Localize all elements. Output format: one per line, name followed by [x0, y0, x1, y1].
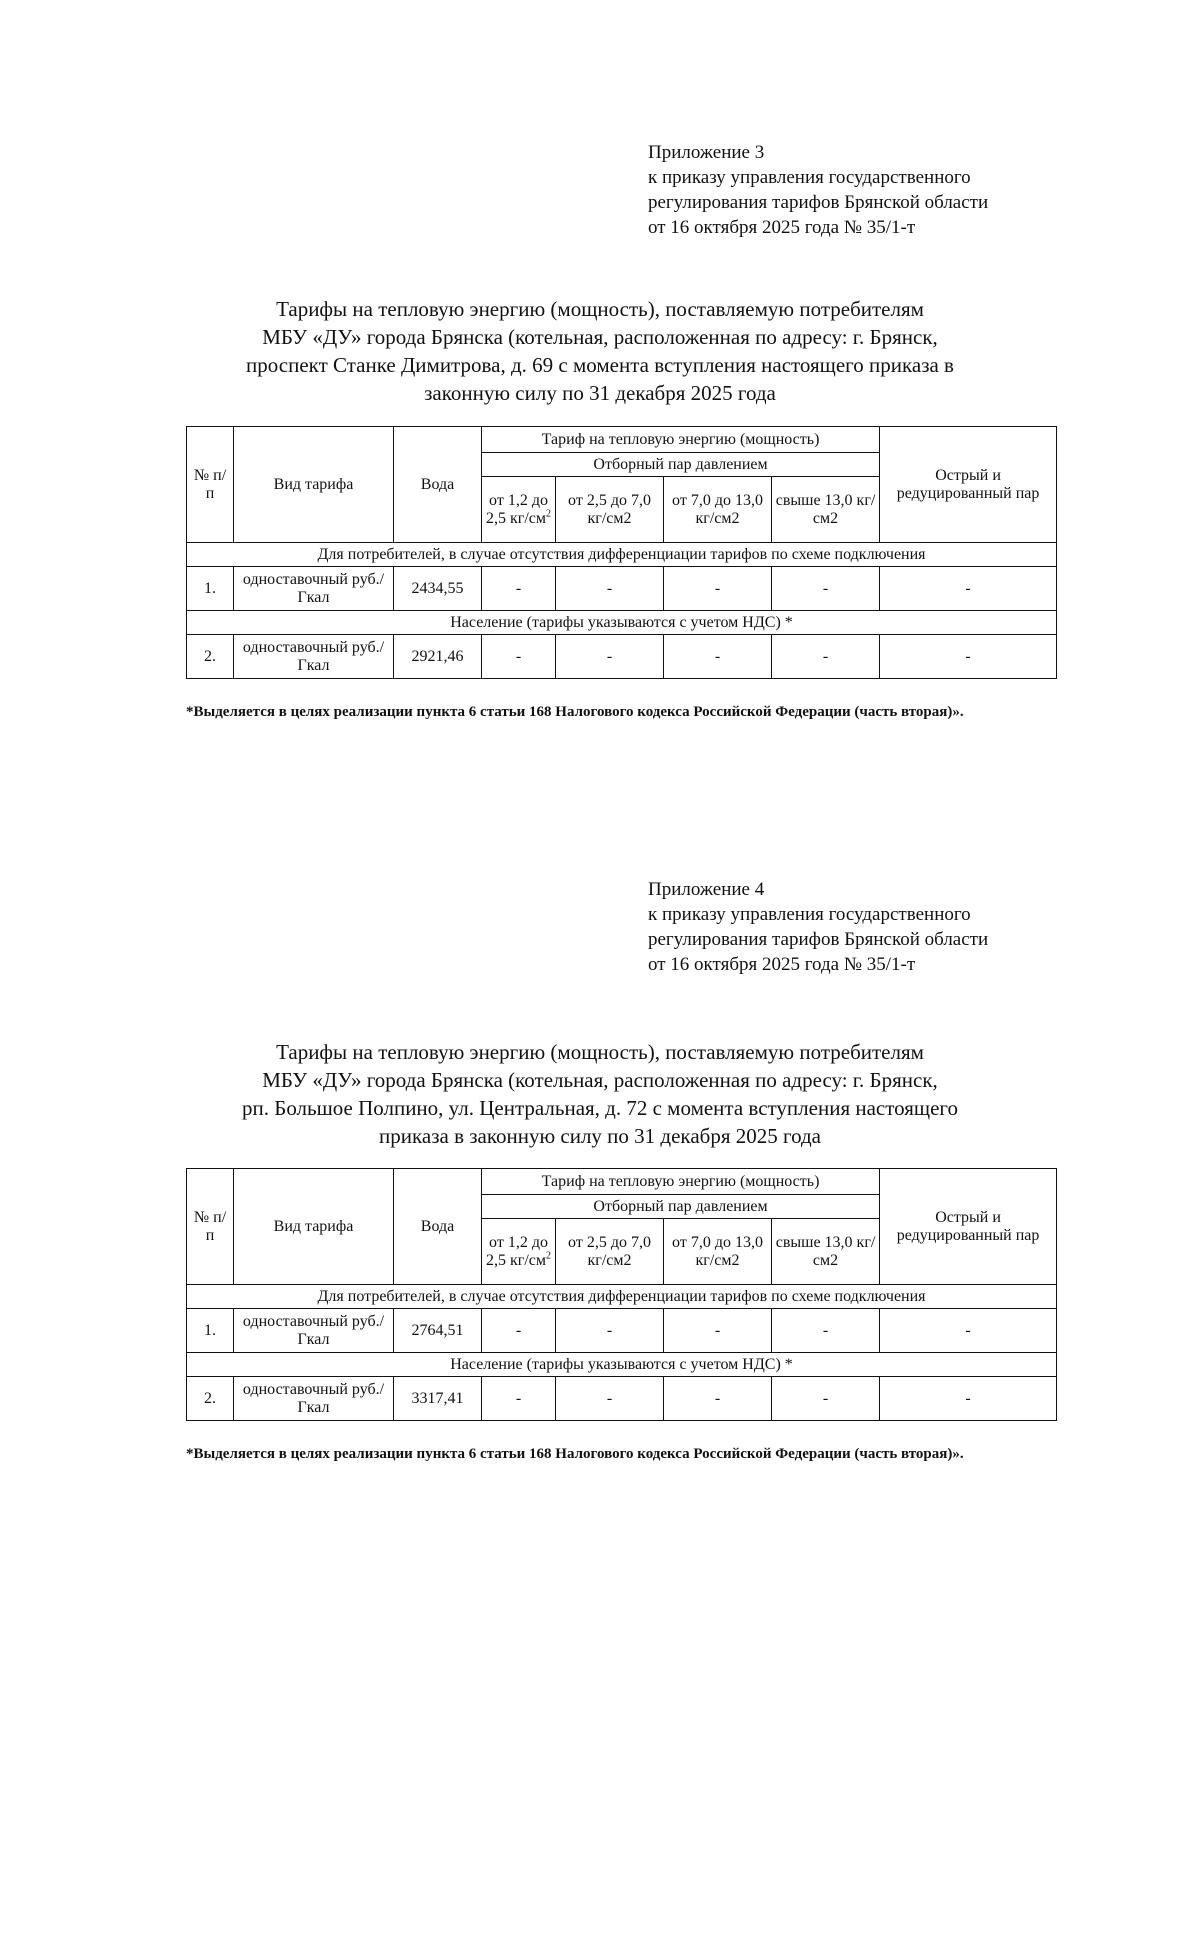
row-num: 1. [187, 1309, 234, 1353]
header-pressure-4: свыше 13,0 кг/см2 [772, 1219, 880, 1285]
row-p4: - [772, 567, 880, 611]
header-heat-energy: Тариф на тепловую энергию (мощность) [482, 427, 880, 453]
title-line: МБУ «ДУ» города Брянска (котельная, расположенная по адресу: г. Брянск, [262, 325, 938, 349]
appendix-line: к приказу управления государственного [648, 904, 971, 925]
footnote-appendix-3: *Выделяется в целях реализации пункта 6 статьи 168 Налогового кодекса Российской Федерации (часть вторая)». [186, 704, 964, 720]
header-num: № п/ п [187, 1169, 234, 1285]
row-p3: - [664, 1309, 772, 1353]
row-water-value: 2764,51 [394, 1309, 482, 1353]
header-pressure-1: от 1,2 до 2,5 $кг/см^2$ [482, 1219, 556, 1285]
row-p1: - [482, 1309, 556, 1353]
title-line: проспект Станке Димитрова, д. 69 с момента вступления настоящего приказа в [246, 353, 954, 377]
row-p3: - [664, 635, 772, 679]
row-p2: - [556, 1309, 664, 1353]
header-tariff-type: Вид тарифа [234, 427, 394, 543]
row-sharp: - [880, 1309, 1057, 1353]
row-p3: - [664, 1377, 772, 1421]
header-extraction-steam: Отборный пар давлением [482, 453, 880, 477]
appendix-line: регулирования тарифов Брянской области [648, 929, 989, 950]
table-row [187, 567, 1057, 611]
row-type: одноставочный руб./Гкал [234, 567, 394, 611]
header-pressure-1: от 1,2 до 2,5 $кг/см^2$ [482, 477, 556, 543]
row-type: одноставочный руб./Гкал [234, 1377, 394, 1421]
header-sharp-steam: Острый и редуцированный пар [880, 427, 1057, 543]
tariff-table-appendix-4 [186, 1168, 1057, 1421]
header-num: № п/ п [187, 427, 234, 543]
header-pressure-4: свыше 13,0 кг/см2 [772, 477, 880, 543]
section-row-consumers: Для потребителей, в случае отсутствия дифференциации тарифов по схеме подключения [187, 543, 1057, 567]
row-p3: - [664, 567, 772, 611]
header-sharp-steam: Острый и редуцированный пар [880, 1169, 1057, 1285]
appendix-line: от 16 октября 2025 года № 35/1-т [648, 954, 916, 975]
header-pressure-2: от 2,5 до 7,0 кг/см2 [556, 1219, 664, 1285]
section-row-population: Население (тарифы указываются с учетом НДС) * [187, 1353, 1057, 1377]
row-num: 1. [187, 567, 234, 611]
row-p2: - [556, 1377, 664, 1421]
row-num: 2. [187, 1377, 234, 1421]
table-row [187, 1309, 1057, 1353]
tariff-table-appendix-3 [186, 426, 1057, 679]
appendix-line: Приложение 4 [648, 879, 765, 900]
appendix-line: к приказу управления государственного [648, 167, 971, 188]
header-water: Вода [394, 427, 482, 543]
section-row-consumers: Для потребителей, в случае отсутствия дифференциации тарифов по схеме подключения [187, 1285, 1057, 1309]
header-pressure-3: от 7,0 до 13,0 кг/см2 [664, 477, 772, 543]
appendix-4-header [648, 877, 1088, 977]
section-row-population: Население (тарифы указываются с учетом НДС) * [187, 611, 1057, 635]
row-water-value: 2921,46 [394, 635, 482, 679]
appendix-3-title [160, 295, 1040, 407]
title-line: Тарифы на тепловую энергию (мощность), поставляемую потребителям [276, 297, 924, 321]
footnote-appendix-4: *Выделяется в целях реализации пункта 6 статьи 168 Налогового кодекса Российской Федерации (часть вторая)». [186, 1446, 964, 1462]
row-type: одноставочный руб./Гкал [234, 1309, 394, 1353]
title-line: рп. Большое Полпино, ул. Центральная, д. 72 с момента вступления настоящего [242, 1096, 958, 1120]
header-pressure-2: от 2,5 до 7,0 кг/см2 [556, 477, 664, 543]
header-pressure-3: от 7,0 до 13,0 кг/см2 [664, 1219, 772, 1285]
row-p2: - [556, 567, 664, 611]
appendix-4-title [160, 1038, 1040, 1150]
title-line: приказа в законную силу по 31 декабря 2025 года [379, 1124, 821, 1148]
appendix-line: регулирования тарифов Брянской области [648, 192, 989, 213]
table-row [187, 1377, 1057, 1421]
row-sharp: - [880, 1377, 1057, 1421]
row-p1: - [482, 567, 556, 611]
row-sharp: - [880, 567, 1057, 611]
title-line: Тарифы на тепловую энергию (мощность), поставляемую потребителям [276, 1040, 924, 1064]
row-sharp: - [880, 635, 1057, 679]
row-type: одноставочный руб./Гкал [234, 635, 394, 679]
header-tariff-type: Вид тарифа [234, 1169, 394, 1285]
row-p4: - [772, 635, 880, 679]
title-line: МБУ «ДУ» города Брянска (котельная, расположенная по адресу: г. Брянск, [262, 1068, 938, 1092]
row-num: 2. [187, 635, 234, 679]
title-line: законную силу по 31 декабря 2025 года [424, 381, 776, 405]
row-p2: - [556, 635, 664, 679]
row-p1: - [482, 1377, 556, 1421]
table-row [187, 635, 1057, 679]
row-water-value: 3317,41 [394, 1377, 482, 1421]
appendix-3-header [648, 140, 1088, 240]
row-p4: - [772, 1309, 880, 1353]
header-heat-energy: Тариф на тепловую энергию (мощность) [482, 1169, 880, 1195]
header-water: Вода [394, 1169, 482, 1285]
row-p4: - [772, 1377, 880, 1421]
appendix-line: от 16 октября 2025 года № 35/1-т [648, 217, 916, 238]
header-extraction-steam: Отборный пар давлением [482, 1195, 880, 1219]
appendix-line: Приложение 3 [648, 142, 765, 163]
row-water-value: 2434,55 [394, 567, 482, 611]
row-p1: - [482, 635, 556, 679]
